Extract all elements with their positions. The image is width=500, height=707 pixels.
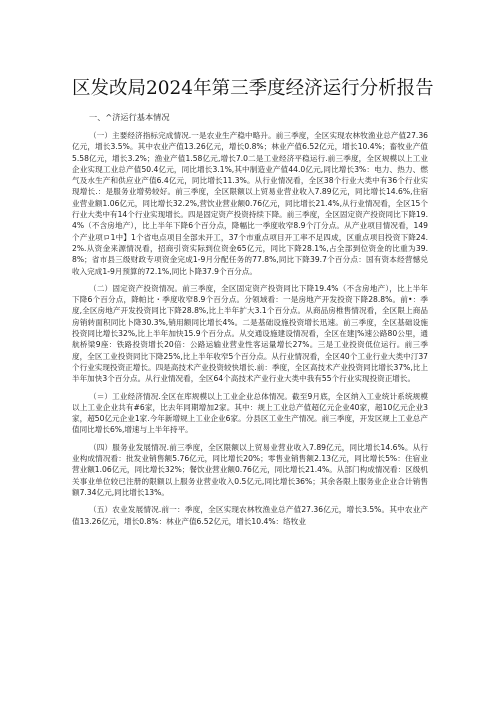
paragraph-main-indicators: （一）主要经济指标完成情况.一是农业生产稳中略升。前三季度，全区实现农林牧渔业总产值27.36亿元，增长3.5%。其中农业产值13.26亿元，增长0.8%；林业产值6.52亿元，增长10.4%；畜牧业产值5.58亿元，增长3.2%；渔业产值1.58亿元,增长7.0二是工业经济平稳运行.前三季度，全区规模以上工业企业实现工业总产值50.4亿元，同比增长3.1%,其中制造业产值44.0亿元,同比增长3%：电力、热力、燃气及水生产和供应业产值6.4亿元，同比增长11.3%。从行业情况看，全区38个行业大类中有36个行业实现增长.：是服务业增势较好。前三季度，全区限额以上贸易业营业收入7.89亿元，同比增长14.6%,住宿业营业额1.06亿元，同比增长32.2%,营饮业营业额0.76亿元，同比增长21.4%,从行业情况看，全区15个行业大类中有14个行业实现增长。四是固定资产投资持续下降。前三季度，全区固定资产投资同比下降19.4%（不含房地产），比上半年下降6个百分点，降幅比一季度收窄8.9个汀分点。从产业项目情况看，149个产业项ロ1中】1个省电点项目全部未开工，37个市重点项目开工率不足四成，区重点项目投资下降24.2%.从资金来源情况看，招商引资实际到位资金65亿元，同比下降28.1%,占全部到位资金的比重为39.8%；省市县三级财政专项资金完成1-9月分配任务的77.8%,同比下降39.7个百分点：国有资本经营憾兑收入完成1-9月预算的72.1%,同比卜降37.9个百分点。 [72, 131, 428, 276]
page-title: 区发改局2024年第三季度经济运行分析报告 [72, 78, 434, 99]
section-heading: 一、^济运行基本情况 [89, 112, 170, 122]
paragraph-industrial-economy: （＝）工业经济情况.全区在库规模以上工业企业总体情况。截至9月底，全区纳入工业统计系统规模以上工业企业共有#6家，比去年同期增加2家。其中：规上工业总产值超亿元企业40家，超10亿元企业3家，超50亿元企业1家.今年新增规上工业企业6家。分县区工业生产情况。前三季度，开发区规上工业总产值同比增长6%,增速与上半年持平。 [72, 391, 428, 435]
paragraph-fixed-asset-investment: （二）固定资产投资情况。前三季度，全区固定资产投资同比下降19.4%（不含房地产），比上半年下降6个百分点，降帕比・季度收窄8.9个百分点。分领域看：一是房地产开发投资下降28.8%。前•：季度,全区房地产开发投资同比下降28.8%,比上半年扩大3.1个百分点。从商品房椎售情况看，全区限上商品房销转面积同比卜降30.3%,销用额同比增长4%。二是基础设施投资增长迅速。前三季度，全区基础设施投资同比增长32%,比上半年加快15.9个百分点。从交通设施建设情况看，全区在建|%速公路80公里，通航桥梁9座：铁路投资增长20倍：公路运输业营业性客运量增长27%。三是工业投资低位运行。前三季度，全区工业投资同比下降25%,比上半年收窄5个百分点。从行业情况看，全区40个工业行业大类中汀37个行业实现投资正增长。四是高技术产业投资较快增长.前：季度，全区高技术产业投资同比增长37%,比上半年加快3个百分点。从行业情况看，全区64个高技术产业行业大类中我有55个行业实现投资正增长。 [72, 283, 428, 384]
paragraph-service-industry: （四）服务业发展情况.前三季度，全区限额以上贸易业营业收入7.89亿元，同比增长14.6%。从行业构成情况看：批发业销售额5.76亿元，同比增长20%；零售业销售额2.13亿元，同比增长5%：住宿业营业额1.06亿元，同比增长32%；餐饮业营业额0.76亿元，同比增长21.4%。从部门构成情况看：区级机关事业单位较已注册的限额以上服务业营业收入0.5亿元,同比增长36%；其余各限上服务业企业合计销售额7.34亿元,同比增长13%。 [72, 442, 428, 497]
paragraph-agriculture: （五）农业发展情况.前一：季度，全区实现农林牧渔业总产值27.36亿元，增长3.5%。其中农业产值13.26亿元，增长0.8%：林业产值6.52亿元，增长10.4%：络牧业 [72, 505, 428, 526]
